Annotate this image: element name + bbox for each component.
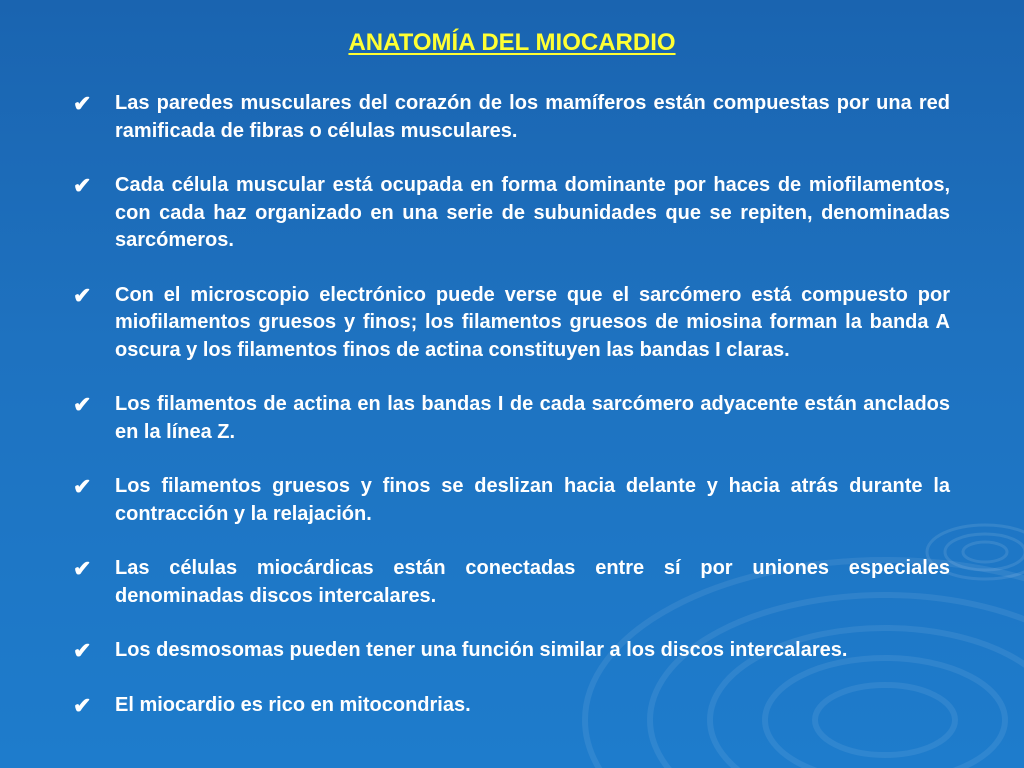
check-mark-icon: ✔ — [73, 91, 92, 116]
list-item — [73, 90, 950, 145]
bullet-text: Los filamentos de actina en las bandas I de cada sarcómero adyacente están anclados en la línea Z. — [115, 393, 950, 443]
check-mark-icon: ✔ — [73, 556, 92, 581]
bullet-text: Las paredes musculares del corazón de los mamíferos están compuestas por una red ramificada de fibras o células musculares. — [115, 92, 950, 142]
slide-title: ANATOMÍA DEL MIOCARDIO — [348, 29, 676, 56]
check-mark-icon: ✔ — [73, 692, 92, 718]
bullet-text: Cada célula muscular está ocupada en forma dominante por haces de miofilamentos, con cada haz organizado en una serie de subunidades que se repiten, denominadas sarcómeros. — [115, 174, 950, 251]
bullet-text: Los desmosomas pueden tener una función similar a los discos intercalares. — [115, 639, 848, 661]
bullet-list — [73, 90, 950, 746]
bullet-text: Las células miocárdicas están conectadas entre sí por uniones especiales denominadas discos intercalares. — [115, 557, 950, 607]
check-mark-icon: ✔ — [73, 392, 92, 417]
list-item — [73, 473, 950, 528]
list-item — [73, 555, 950, 610]
list-item — [73, 692, 950, 720]
check-mark-icon: ✔ — [73, 282, 92, 308]
list-item — [73, 637, 950, 665]
check-mark-icon: ✔ — [73, 173, 92, 198]
list-item — [73, 172, 950, 255]
bullet-text: El miocardio es rico en mitocondrias. — [115, 693, 471, 716]
check-mark-icon: ✔ — [73, 638, 92, 663]
bullet-text: Con el microscopio electrónico puede verse que el sarcómero está compuesto por miofilamentos gruesos y finos; los filamentos gruesos de miosina forman la banda A oscura y los filamentos finos de actina constituyen las bandas I claras. — [115, 283, 950, 361]
bullet-text: Los filamentos gruesos y finos se deslizan hacia delante y hacia atrás durante la contracción y la relajación. — [115, 475, 950, 525]
list-item — [73, 282, 950, 365]
check-mark-icon: ✔ — [73, 474, 92, 499]
list-item — [73, 391, 950, 446]
